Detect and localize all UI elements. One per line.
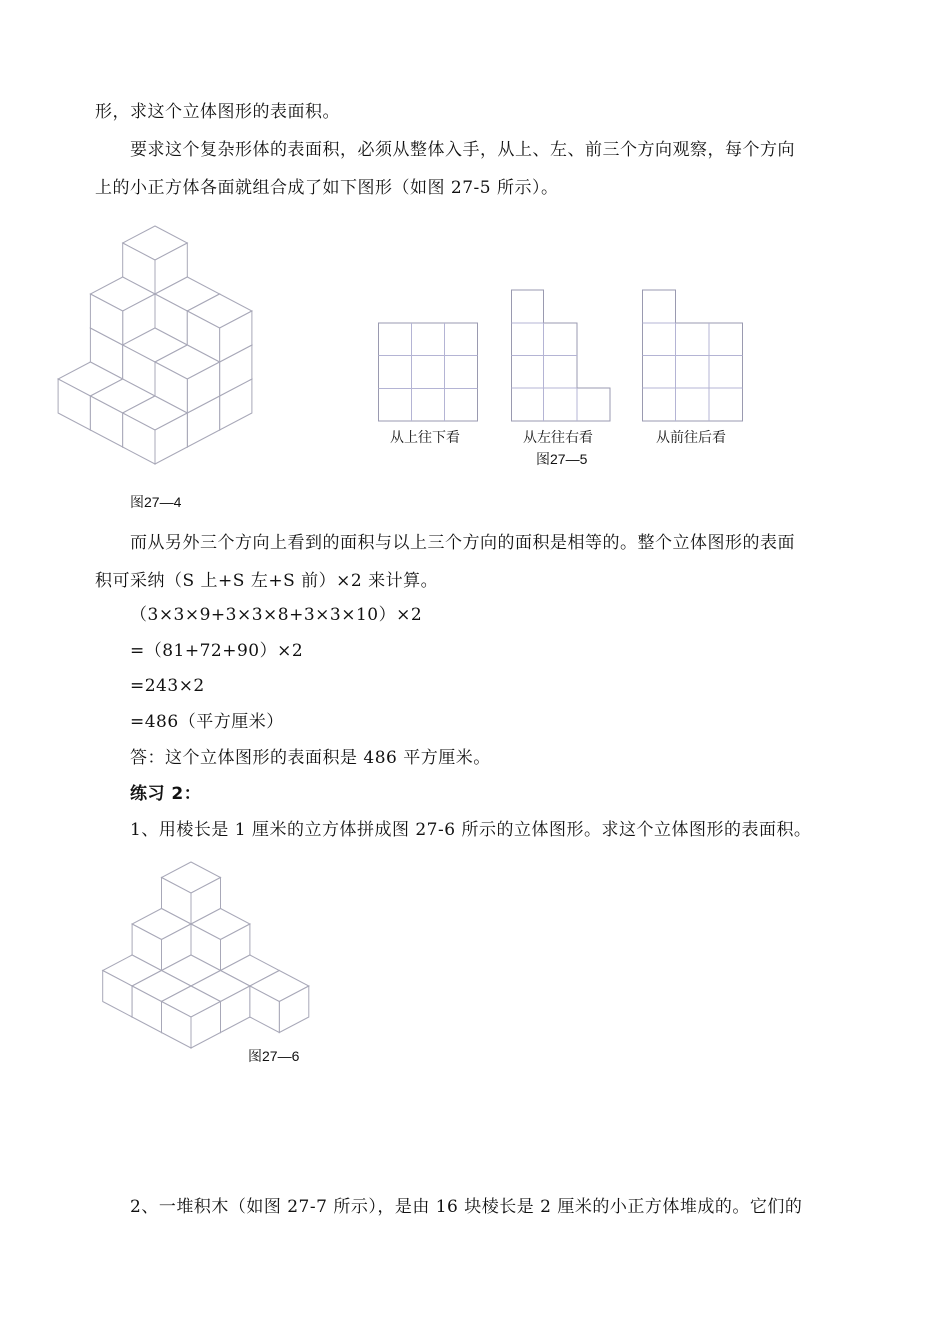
figure-27-5-top-view [378, 322, 478, 422]
view-left-caption: 从左往右看 [523, 429, 593, 445]
calculation-line: （3×3×9+3×3×8+3×3×10）×2 [130, 605, 423, 625]
calculation-line: =486（平方厘米） [130, 712, 284, 732]
figure-27-6 [95, 858, 325, 1058]
front-view-grid [643, 290, 743, 421]
figure-27-5-front-view [642, 289, 744, 422]
left-view-grid [512, 290, 611, 421]
figure-27-5-caption: 图27—5 [536, 451, 588, 467]
figure-27-4-cubes [58, 226, 252, 464]
answer-line: 答：这个立体图形的表面积是 486 平方厘米。 [130, 748, 491, 768]
calculation-line: =243×2 [130, 676, 205, 696]
figure-27-4 [55, 218, 255, 488]
figure-27-4-caption: 图27—4 [130, 494, 182, 510]
question-1: 1、用棱长是 1 厘米的立方体拼成图 27-6 所示的立体图形。求这个立体图形的表面积。 [130, 820, 812, 840]
paragraph-line: 上的小正方体各面就组合成了如下图形（如图 27-5 所示）。 [95, 178, 559, 198]
figure-27-6-cubes [103, 862, 309, 1048]
question-2: 2、一堆积木（如图 27-7 所示），是由 16 块棱长是 2 厘米的小正方体堆成的。它们的 [130, 1197, 803, 1217]
paragraph-line: 形，求这个立体图形的表面积。 [95, 102, 340, 122]
view-front-caption: 从前往后看 [656, 429, 726, 445]
exercise-title: 练习 2： [130, 784, 202, 804]
top-view-grid [379, 323, 478, 421]
figure-27-6-caption: 图27—6 [248, 1048, 300, 1064]
paragraph-line: 而从另外三个方向上看到的面积与以上三个方向的面积是相等的。整个立体图形的表面 [130, 533, 795, 553]
view-top-caption: 从上往下看 [390, 429, 460, 445]
figure-27-5-left-view [511, 289, 611, 422]
paragraph-line: 积可采纳（S 上+S 左+S 前）×2 来计算。 [95, 571, 439, 591]
calculation-line: =（81+72+90）×2 [130, 641, 304, 661]
paragraph-line: 要求这个复杂形体的表面积，必须从整体入手，从上、左、前三个方向观察，每个方向 [130, 140, 795, 160]
